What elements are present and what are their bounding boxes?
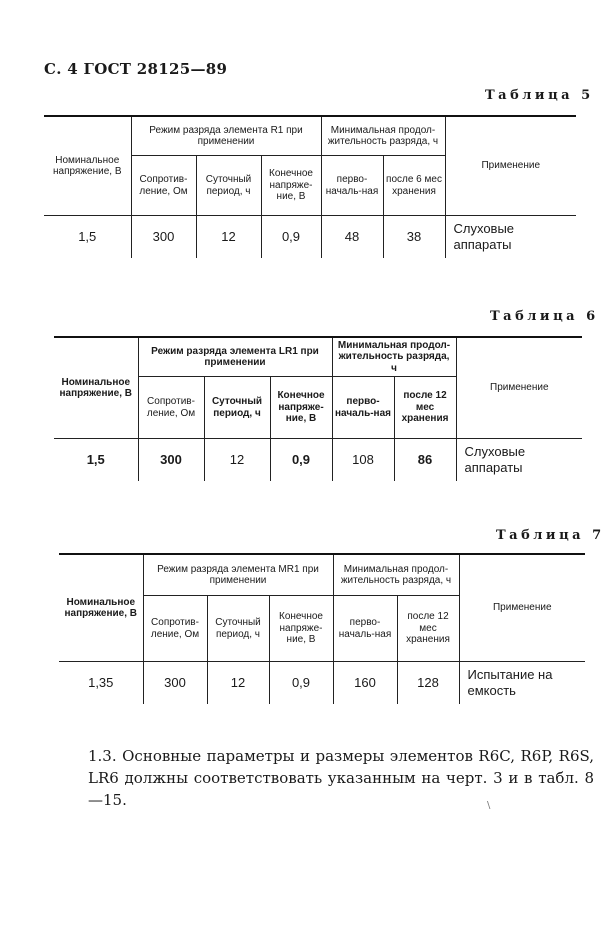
group-min-duration: Минимальная продол-жительность разряда, ч (332, 337, 456, 377)
table-row (59, 662, 585, 705)
scan-mark: \ (487, 800, 491, 811)
col-daily-period: Суточный период, ч (207, 596, 269, 662)
cell-application: Испытание на емкость (459, 662, 585, 705)
cell-voltage: 1,5 (54, 439, 138, 482)
cell-final: 0,9 (270, 439, 332, 482)
group-min-duration: Минимальная продол-жительность разряда, ч (333, 554, 459, 596)
cell-daily: 12 (196, 216, 261, 259)
col-nominal-voltage: Номинальное напряжение, В (59, 554, 143, 662)
cell-initial: 160 (333, 662, 397, 705)
group-min-duration: Минимальная продол-жительность разряда, ч (321, 116, 445, 156)
cell-daily: 12 (207, 662, 269, 705)
cell-final: 0,9 (269, 662, 333, 705)
group-discharge-mode: Режим разряда элемента R1 при применении (131, 116, 321, 156)
col-daily-period: Суточный период, ч (204, 377, 270, 439)
col-application: Применение (445, 116, 576, 216)
group-discharge-mode: Режим разряда элемента MR1 при применении (143, 554, 333, 596)
table-6-caption: Таблица 6 (490, 309, 599, 324)
table-row (54, 439, 582, 482)
cell-voltage: 1,35 (59, 662, 143, 705)
paragraph-1-3: 1.3. Основные параметры и размеры элементов R6C, R6P, R6S, LR6 должны соответствовать указанным на черт. 3 и в табл. 8—15. (88, 747, 594, 809)
col-initial-duration: перво-началь-ная (321, 156, 383, 216)
table-7-caption: Таблица 7 (496, 528, 605, 543)
col-resistance: Сопротив-ление, Ом (138, 377, 204, 439)
cell-voltage: 1,5 (44, 216, 131, 259)
col-application: Применение (456, 337, 582, 439)
col-final-voltage: Конечное напряже-ние, В (270, 377, 332, 439)
table-7 (59, 553, 585, 704)
cell-daily: 12 (204, 439, 270, 482)
col-resistance: Сопротив-ление, Ом (131, 156, 196, 216)
col-initial-duration: перво-началь-ная (332, 377, 394, 439)
page-header: С. 4 ГОСТ 28125—89 (44, 60, 228, 78)
cell-resistance: 300 (131, 216, 196, 259)
col-resistance: Сопротив-ление, Ом (143, 596, 207, 662)
table-6 (54, 336, 582, 481)
cell-application: Слуховые аппараты (456, 439, 582, 482)
col-daily-period: Суточный период, ч (196, 156, 261, 216)
col-nominal-voltage: Номинальное напряжение, В (54, 337, 138, 439)
col-after-storage: после 12 мес хранения (397, 596, 459, 662)
cell-after: 38 (383, 216, 445, 259)
col-nominal-voltage: Номинальное напряжение, В (44, 116, 131, 216)
table-5 (44, 115, 576, 258)
cell-resistance: 300 (138, 439, 204, 482)
col-initial-duration: перво-началь-ная (333, 596, 397, 662)
cell-final: 0,9 (261, 216, 321, 259)
col-after-storage: после 6 мес хранения (383, 156, 445, 216)
cell-initial: 108 (332, 439, 394, 482)
table-5-caption: Таблица 5 (485, 88, 594, 103)
col-final-voltage: Конечное напряже-ние, В (269, 596, 333, 662)
cell-after: 128 (397, 662, 459, 705)
group-discharge-mode: Режим разряда элемента LR1 при применении (138, 337, 332, 377)
cell-after: 86 (394, 439, 456, 482)
col-after-storage: после 12 мес хранения (394, 377, 456, 439)
cell-initial: 48 (321, 216, 383, 259)
col-final-voltage: Конечное напряже-ние, В (261, 156, 321, 216)
table-row (44, 216, 576, 259)
cell-application: Слуховые аппараты (445, 216, 576, 259)
cell-resistance: 300 (143, 662, 207, 705)
col-application: Применение (459, 554, 585, 662)
